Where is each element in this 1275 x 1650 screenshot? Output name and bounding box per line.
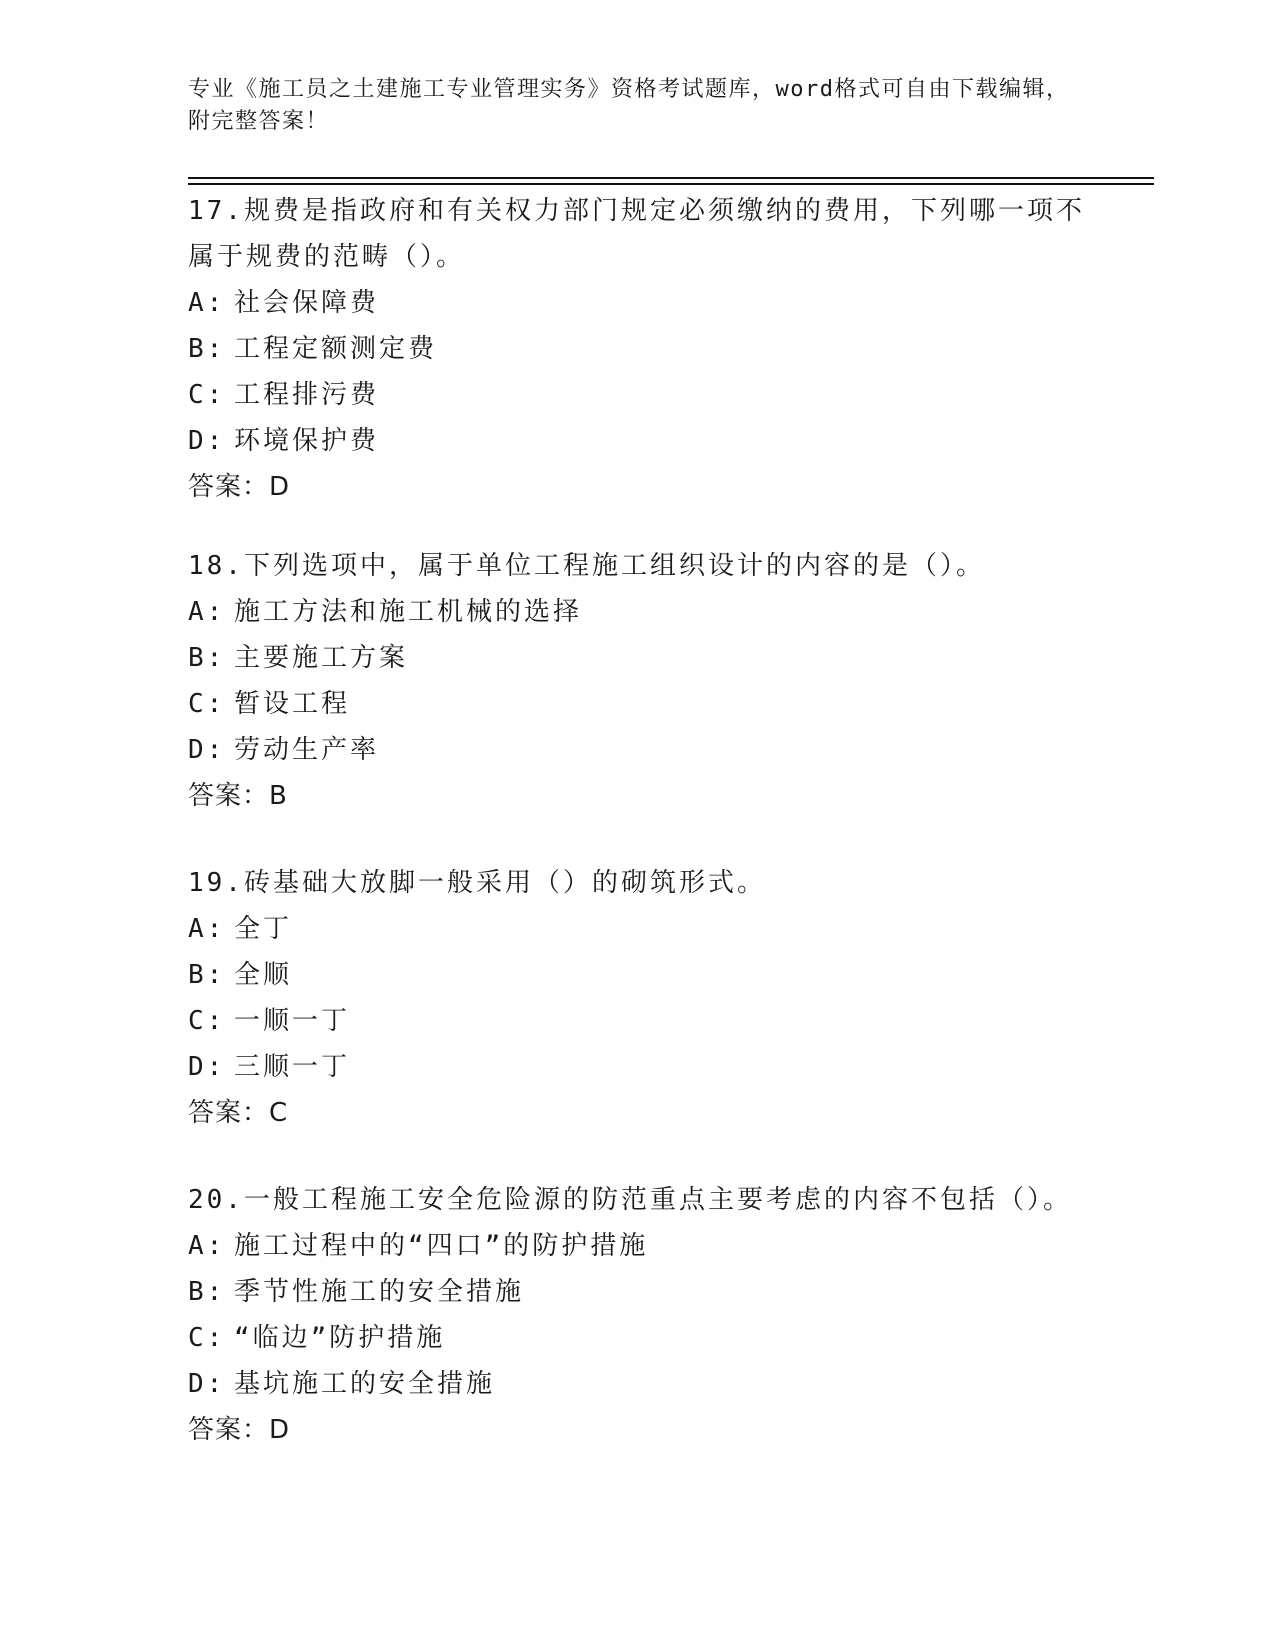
option-text: 工程定额测定费 (234, 334, 438, 364)
option-text: “临边”防护措施 (234, 1323, 446, 1353)
option-text: 施工过程中的“四口”的防护措施 (234, 1231, 649, 1261)
option-d (188, 1361, 1088, 1407)
option-d (188, 1044, 1088, 1090)
option-letter: A: (188, 597, 226, 627)
option-letter: B: (188, 643, 226, 673)
question-19 (188, 860, 1088, 1136)
option-b (188, 635, 1088, 681)
option-letter: C: (188, 380, 226, 410)
option-text: 基坑施工的安全措施 (234, 1369, 496, 1399)
option-text: 全顺 (234, 960, 293, 990)
option-c (188, 1315, 1088, 1361)
option-letter: D: (188, 426, 226, 456)
option-c (188, 998, 1088, 1044)
answer-line: 答案：D (188, 1415, 291, 1445)
option-letter: A: (188, 288, 226, 318)
option-c (188, 681, 1088, 727)
option-text: 工程排污费 (234, 380, 380, 410)
option-b (188, 1269, 1088, 1315)
answer-line: 答案：C (188, 1098, 289, 1128)
option-letter: B: (188, 1277, 226, 1307)
option-text: 全丁 (234, 914, 293, 944)
option-a (188, 1223, 1088, 1269)
option-text: 社会保障费 (234, 288, 380, 318)
option-letter: D: (188, 1052, 226, 1082)
option-text: 一顺一丁 (234, 1006, 351, 1036)
option-text: 暂设工程 (234, 689, 351, 719)
option-text: 三顺一丁 (234, 1052, 351, 1082)
option-letter: D: (188, 735, 226, 765)
header-divider-top (188, 177, 1154, 179)
option-letter: C: (188, 689, 226, 719)
option-letter: B: (188, 960, 226, 990)
answer-line: 答案：B (188, 781, 288, 811)
option-text: 劳动生产率 (234, 735, 380, 765)
option-letter: C: (188, 1323, 226, 1353)
question-17 (188, 188, 1088, 510)
option-text: 施工方法和施工机械的选择 (234, 597, 583, 627)
option-d (188, 727, 1088, 773)
header-divider-bottom (188, 183, 1154, 185)
option-a (188, 280, 1088, 326)
option-letter: D: (188, 1369, 226, 1399)
question-stem: 20.一般工程施工安全危险源的防范重点主要考虑的内容不包括（）。 (188, 1185, 1072, 1215)
option-letter: A: (188, 914, 226, 944)
question-stem: 17.规费是指政府和有关权力部门规定必须缴纳的费用，下列哪一项不属于规费的范畴（）。 (188, 196, 1085, 272)
document-intro: 专业《施工员之土建施工专业管理实务》资格考试题库，word格式可自由下载编辑，附完整答案！ (188, 77, 1070, 134)
option-d (188, 418, 1088, 464)
question-20 (188, 1177, 1088, 1453)
option-text: 主要施工方案 (234, 643, 409, 673)
answer-line: 答案：D (188, 472, 291, 502)
option-b (188, 326, 1088, 372)
option-letter: C: (188, 1006, 226, 1036)
question-18 (188, 543, 1088, 819)
option-text: 季节性施工的安全措施 (234, 1277, 525, 1307)
option-letter: A: (188, 1231, 226, 1261)
option-c (188, 372, 1088, 418)
question-stem: 19.砖基础大放脚一般采用（）的砌筑形式。 (188, 868, 766, 898)
option-a (188, 589, 1088, 635)
question-stem: 18.下列选项中，属于单位工程施工组织设计的内容的是（）。 (188, 551, 985, 581)
option-text: 环境保护费 (234, 426, 380, 456)
option-b (188, 952, 1088, 998)
option-a (188, 906, 1088, 952)
option-letter: B: (188, 334, 226, 364)
